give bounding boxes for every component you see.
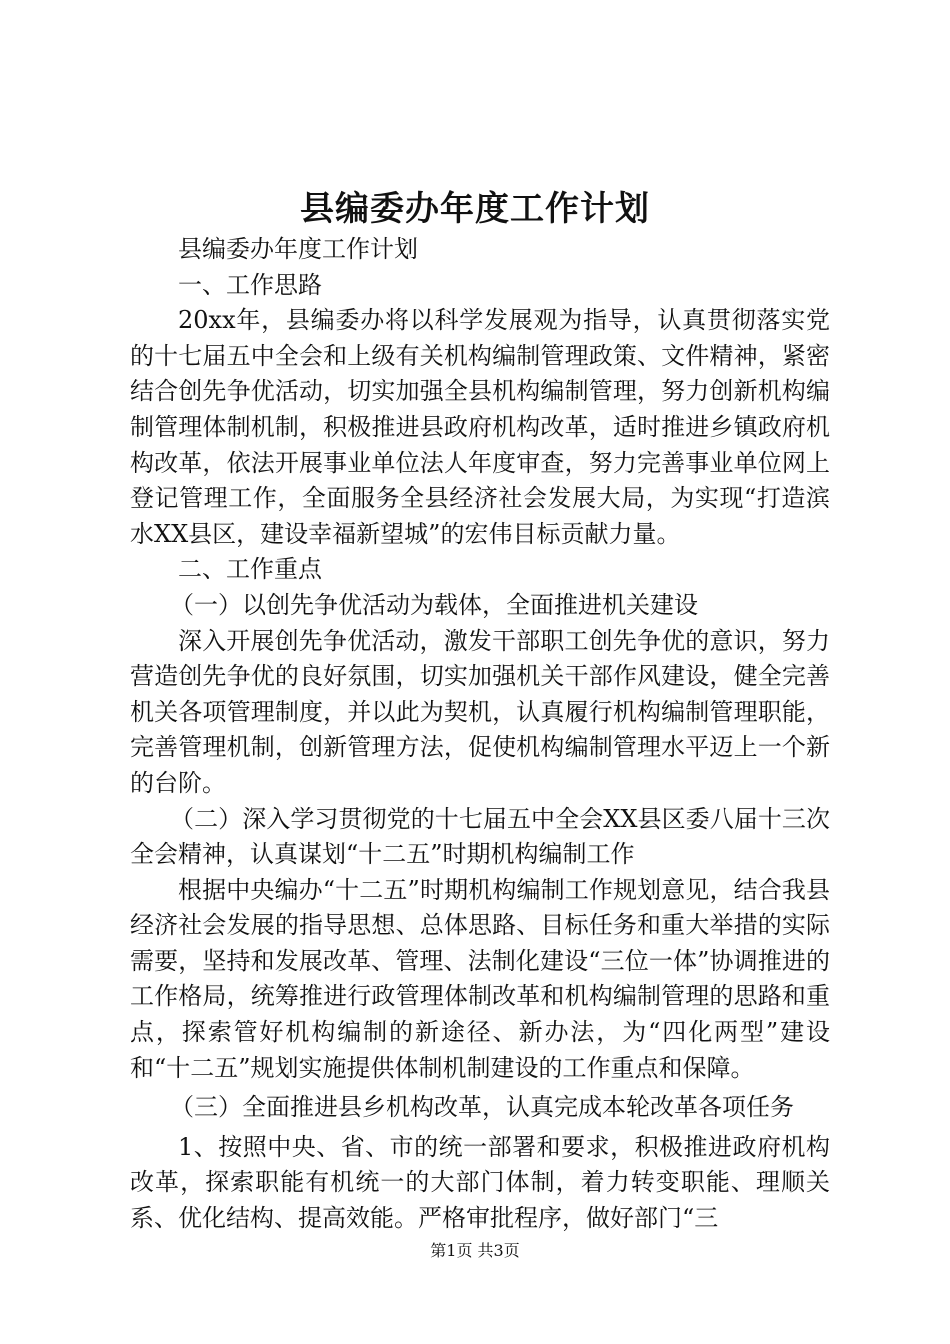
- document-body: [130, 232, 830, 1237]
- heading-work-ideas: 一、工作思路: [178, 270, 322, 299]
- subheading-one: （一）以创先争优活动为载体，全面推进机关建设: [170, 590, 698, 619]
- subheading-three: （三）全面推进县乡机构改革，认真完成本轮改革各项任务: [170, 1093, 794, 1122]
- paragraph-three-item-one: 1、按照中央、省、市的统一部署和要求，积极推进政府机构改革，探索职能有机统一的大部门体制，着力转变职能、理顺关系、优化结构、提高效能。严格审批程序，做好部门“三: [130, 1132, 830, 1233]
- document-title: 县编委办年度工作计划: [300, 189, 650, 229]
- page-footer: 第1页 共3页: [430, 1241, 520, 1260]
- paragraph-one: 深入开展创先争优活动，激发干部职工创先争优的意识，努力营造创先争优的良好氛围，切实加强机关干部作风建设，健全完善机关各项管理制度，并以此为契机，认真履行机构编制管理职能，完善管理机制，创新管理方法，促使机构编制管理水平迈上一个新的台阶。: [130, 626, 830, 797]
- paragraph-work-ideas: 20xx年，县编委办将以科学发展观为指导，认真贯彻落实党的十七届五中全会和上级有关机构编制管理政策、文件精神，紧密结合创先争优活动，切实加强全县机构编制管理，努力创新机构编制管理体制机制，积极推进县政府机构改革，适时推进乡镇政府机构改革，依法开展事业单位法人年度审查，努力完善事业单位网上登记管理工作，全面服务全县经济社会发展大局，为实现“打造滨水XX县区，建设幸福新望城”的宏伟目标贡献力量。: [130, 306, 830, 548]
- paragraph-subtitle: 县编委办年度工作计划: [178, 235, 418, 263]
- subheading-two: （二）深入学习贯彻党的十七届五中全会XX县区委八届十三次全会精神，认真谋划“十二五”时期机构编制工作: [130, 804, 830, 869]
- heading-work-focus: 二、工作重点: [178, 555, 322, 584]
- paragraph-two: 根据中央编办“十二五”时期机构编制工作规划意见，结合我县经济社会发展的指导思想、总体思路、目标任务和重大举措的实际需要，坚持和发展改革、管理、法制化建设“三位一体”协调推进的工作格局，统筹推进行政管理体制改革和机构编制管理的思路和重点，探索管好机构编制的新途径、新办法，为“四化两型”建设和“十二五”规划实施提供体制机制建设的工作重点和保障。: [130, 875, 830, 1082]
